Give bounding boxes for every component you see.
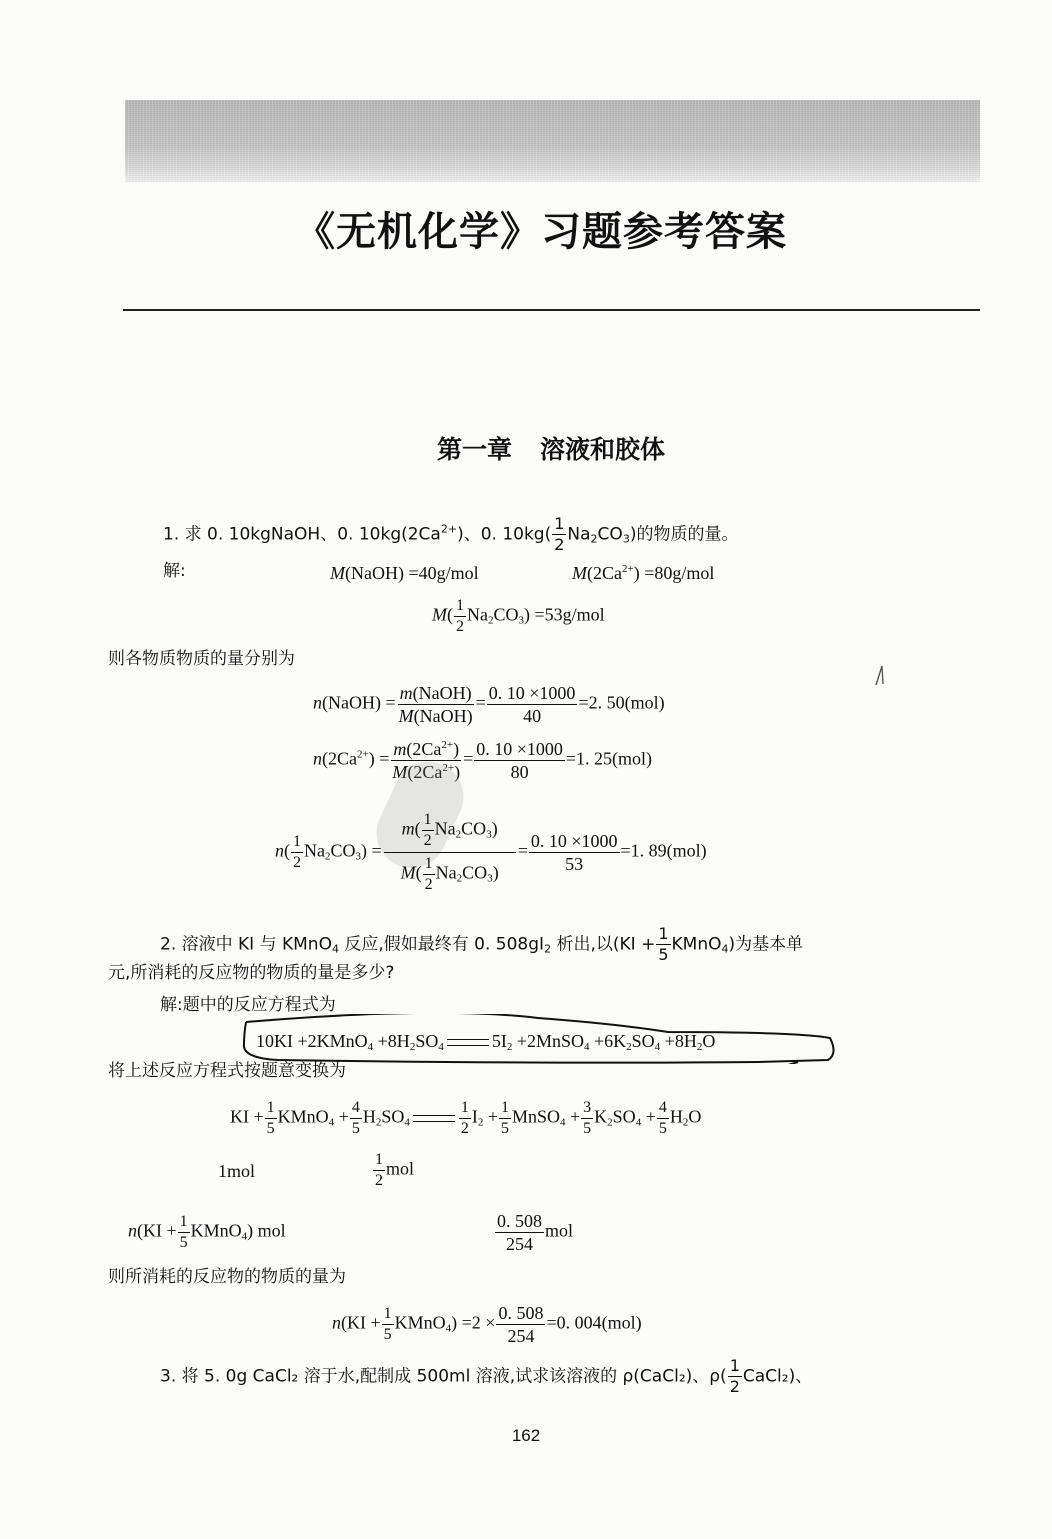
n-ki-kmno4-label: n(KI + $\frac{1}{5}$ KMnO$_4$) mol bbox=[128, 1213, 286, 1251]
equation-n-na2co3: n( $\frac{1}{2}$ $Na_2CO_3$) = m( $\frac{1}{2}$ $Na_2CO_3$) M( $\frac{1}{2}$ $Na_2CO_3$) = $\frac{0. 10 \times 1000}{53}$ =1. 89(mol) bbox=[275, 811, 707, 893]
molar-mass-na2co3: M( $\frac{1}{2}$ $Na_2CO_3) =53g/mol$ bbox=[432, 597, 605, 635]
chapter-title: 溶液和胶体 bbox=[540, 435, 666, 464]
ratio-mol-label: $\frac{0. 508}{254}$ mol bbox=[497, 1211, 574, 1254]
solution-label: 解: bbox=[163, 561, 186, 581]
one-mol-label: 1mol bbox=[218, 1161, 256, 1181]
fraction-half: $\frac{1}{2}$ bbox=[554, 514, 565, 554]
page-number: 162 bbox=[511, 1426, 541, 1445]
pencil-mark bbox=[874, 664, 888, 686]
intro-text: 则各物质物质的量分别为 bbox=[108, 649, 295, 669]
final-equation: n(KI + $\frac{1}{5}$ KMnO$_4$) =2 × $\frac{0. 508}{254}$ =0. 004(mol) bbox=[332, 1303, 642, 1346]
solution-label-2: 解:题中的反应方程式为 bbox=[160, 995, 336, 1015]
equation-n-naoh: n(NaOH) = $\frac{\text{m(NaOH)}}{\text{M(NaOH)}}$ = $\frac{0. 10 \times 1000}{40}$ =2. 50(mol) bbox=[313, 683, 665, 726]
question-2-line-1: 2. 溶液中 KI 与 KMnO$_4$ 反应,假如最终有 0. $508gI_2$ 析出,以(KI + $\frac{1}{5}$ KMnO$_4$)为基本单 bbox=[160, 924, 804, 964]
equation-n-ca: $n(2Ca^{2+})$ = $\frac{m(2Ca^{2+})}{M(2Ca^{2+})}$ = $\frac{0. 10 \times 1000}{80}$ =1. 25(mol) bbox=[313, 739, 653, 782]
half-mol-label: $\frac{1}{2}$ mol bbox=[375, 1151, 415, 1189]
question-1: 1. 求 0. 10kgNaOH、0. $10kg(2Ca^{2+})$、0. 10kg( $\frac{1}{2}$ $Na_2CO_3$)的物质的量。 bbox=[163, 514, 739, 554]
consumed-text: 则所消耗的反应物的物质的量为 bbox=[108, 1267, 346, 1287]
reaction-equation: 10KI +2KMnO$_4$ $+8H_2SO_4$ $5I_2$ +2MnSO$_4$ $+6K_2SO_4 +8H_2O$ bbox=[256, 1031, 716, 1053]
molar-mass-ca: $M(2Ca^{2+}) =80g/mol$ bbox=[572, 563, 715, 583]
page-title: 《无机化学》习题参考答案 bbox=[295, 209, 787, 255]
molar-mass-naoh: M(NaOH) =40g/mol bbox=[330, 563, 479, 583]
chapter-number: 第一章 bbox=[436, 435, 512, 464]
question-2-line-2: 元,所消耗的反应物的物质的量是多少? bbox=[108, 963, 395, 983]
chapter-heading bbox=[0, 430, 1052, 466]
transform-text: 将上述反应方程式按题意变换为 bbox=[108, 1061, 346, 1081]
title-divider bbox=[123, 309, 980, 311]
header-banner bbox=[125, 100, 980, 182]
question-3: 3. 将 5. 0g CaCl₂ 溶于水,配制成 500ml 溶液,试求该溶液的 ρ(CaCl₂)、ρ( $\frac{1}{2}$ CaCl₂)、 bbox=[160, 1356, 813, 1396]
transformed-equation: KI + $\frac{1}{5}$ KMnO$_4$ + $\frac{4}{5}$ $H_2SO_4$ $\frac{1}{2}$ $I_2$ + $\frac{1}{5}$ MnSO$_4$ + $\frac{3}{5}$ $K_2SO_4$ + $\frac{4}{5}$ $H_2O$ bbox=[230, 1099, 702, 1137]
